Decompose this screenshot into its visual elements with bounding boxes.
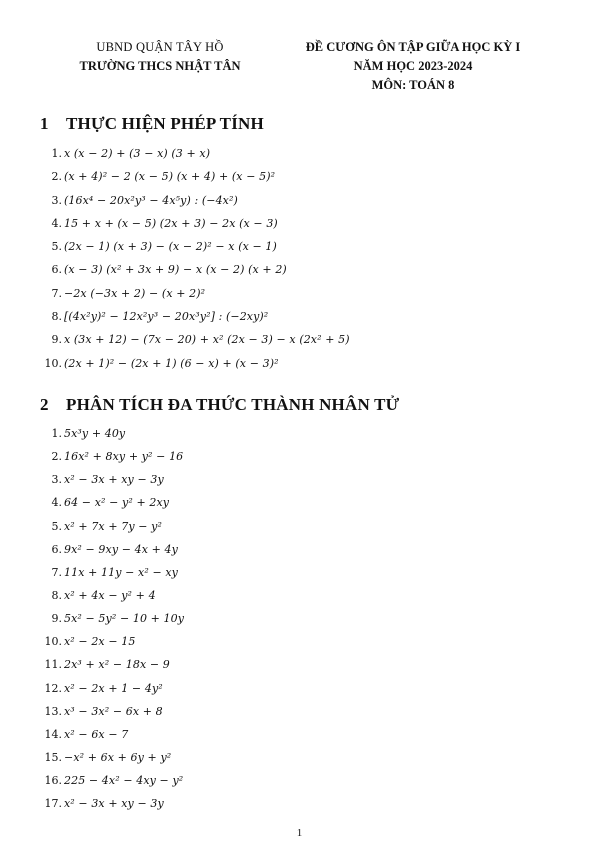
list-item (40, 792, 560, 815)
list-item (40, 328, 560, 351)
math-expression: x (3x + 12) − (7x − 20) + x² (2x − 3) − x (2x² + 5) (64, 333, 350, 347)
list-item (40, 422, 560, 445)
item-number: 2. (51, 170, 62, 184)
list-item (40, 723, 560, 746)
item-number: 6. (51, 542, 62, 556)
item-number: 8. (51, 588, 62, 602)
math-expression: 2x³ + x² − 18x − 9 (64, 658, 170, 672)
section-number: 2 (40, 395, 49, 414)
list-item (40, 165, 560, 188)
item-number: 3. (51, 473, 62, 487)
item-number: 7. (51, 565, 62, 579)
math-expression: x² − 3x + xy − 3y (64, 797, 164, 811)
item-number: 1. (51, 147, 62, 160)
item-number: 15. (44, 750, 62, 764)
list-item (40, 212, 560, 235)
list-item (40, 515, 560, 538)
list-item (40, 538, 560, 561)
math-expression: −2x (−3x + 2) − (x + 2)² (64, 286, 206, 300)
district-name: UBND QUẬN TÂY HỒ (96, 40, 224, 54)
section-title: THỰC HIỆN PHÉP TÍNH (66, 114, 264, 133)
item-number: 4. (51, 496, 62, 510)
item-number: 11. (44, 658, 62, 672)
item-number: 8. (51, 310, 62, 324)
item-number: 9. (51, 612, 62, 626)
item-number: 1. (51, 427, 62, 440)
item-number: 9. (51, 333, 62, 347)
list-item (40, 142, 560, 165)
list-item (40, 445, 560, 468)
list-item (40, 352, 560, 375)
item-number: 4. (51, 216, 62, 230)
math-expression: 16x² + 8xy + y² − 16 (64, 450, 184, 464)
math-expression: [(4x²y)² − 12x²y³ − 20x³y²] : (−2xy)² (64, 310, 269, 324)
math-expression: (16x⁴ − 20x²y³ − 4x⁵y) : (−4x²) (64, 193, 238, 207)
list-item (40, 189, 560, 212)
section-number: 1 (40, 114, 49, 133)
item-number: 5. (51, 240, 62, 254)
list-item (40, 491, 560, 514)
list-item (40, 305, 560, 328)
math-expression: x² − 6x − 7 (64, 727, 129, 741)
item-number: 17. (44, 797, 62, 811)
item-number: 14. (44, 727, 62, 741)
list-item (40, 561, 560, 584)
math-expression: (2x + 1)² − (2x + 1) (6 − x) + (x − 3)² (64, 356, 279, 370)
math-expression: (x − 3) (x² + 3x + 9) − x (x − 2) (x + 2) (64, 263, 287, 277)
math-expression: x (x − 2) + (3 − x) (3 + x) (64, 147, 211, 160)
list-item (40, 677, 560, 700)
math-expression: 11x + 11y − x² − xy (64, 565, 178, 579)
item-number: 12. (44, 681, 62, 695)
math-expression: −x² + 6x + 6y + y² (64, 750, 172, 764)
list-item (40, 746, 560, 769)
item-number: 10. (44, 635, 62, 649)
school-year: NĂM HỌC 2023-2024 (353, 59, 473, 73)
section-heading (40, 395, 399, 415)
item-number: 5. (51, 519, 62, 533)
list-item (40, 468, 560, 491)
list-item (40, 235, 560, 258)
header-left (60, 38, 260, 76)
math-expression: 15 + x + (x − 5) (2x + 3) − 2x (x − 3) (64, 216, 278, 230)
list-item (40, 653, 560, 676)
math-expression: 5x³y + 40y (64, 427, 126, 440)
math-expression: x² − 2x − 15 (64, 635, 136, 649)
item-number: 6. (51, 263, 62, 277)
item-number: 10. (44, 356, 62, 370)
list-item (40, 700, 560, 723)
header-right (282, 38, 544, 95)
list-item (40, 282, 560, 305)
math-expression: x² + 4x − y² + 4 (64, 588, 156, 602)
item-number: 3. (51, 193, 62, 207)
list-item (40, 584, 560, 607)
math-expression: (2x − 1) (x + 3) − (x − 2)² − x (x − 1) (64, 240, 277, 254)
math-expression: 64 − x² − y² + 2xy (64, 496, 170, 510)
math-expression: x² + 7x + 7y − y² (64, 519, 162, 533)
section-title: PHÂN TÍCH ĐA THỨC THÀNH NHÂN TỬ (66, 395, 400, 414)
exercise-list (40, 422, 560, 815)
math-expression: 225 − 4x² − 4xy − y² (64, 774, 184, 788)
item-number: 13. (44, 704, 62, 718)
list-item (40, 607, 560, 630)
math-expression: x² − 3x + xy − 3y (64, 473, 164, 487)
math-expression: 9x² − 9xy − 4x + 4y (64, 542, 178, 556)
school-name: TRƯỜNG THCS NHẬT TÂN (79, 59, 241, 73)
item-number: 16. (44, 774, 62, 788)
math-expression: 5x² − 5y² − 10 + 10y (64, 612, 185, 626)
exercise-list (40, 142, 560, 375)
page-number: 1 (296, 827, 303, 839)
math-expression: x³ − 3x² − 6x + 8 (64, 704, 163, 718)
list-item (40, 769, 560, 792)
section-heading (40, 114, 264, 134)
math-expression: x² − 2x + 1 − 4y² (64, 681, 163, 695)
list-item (40, 630, 560, 653)
math-expression: (x + 4)² − 2 (x − 5) (x + 4) + (x − 5)² (64, 170, 276, 184)
document-title: ĐỀ CƯƠNG ÔN TẬP GIỮA HỌC KỲ I (305, 40, 521, 54)
subject: MÔN: TOÁN 8 (371, 78, 455, 92)
item-number: 7. (51, 286, 62, 300)
list-item (40, 258, 560, 281)
item-number: 2. (51, 450, 62, 464)
